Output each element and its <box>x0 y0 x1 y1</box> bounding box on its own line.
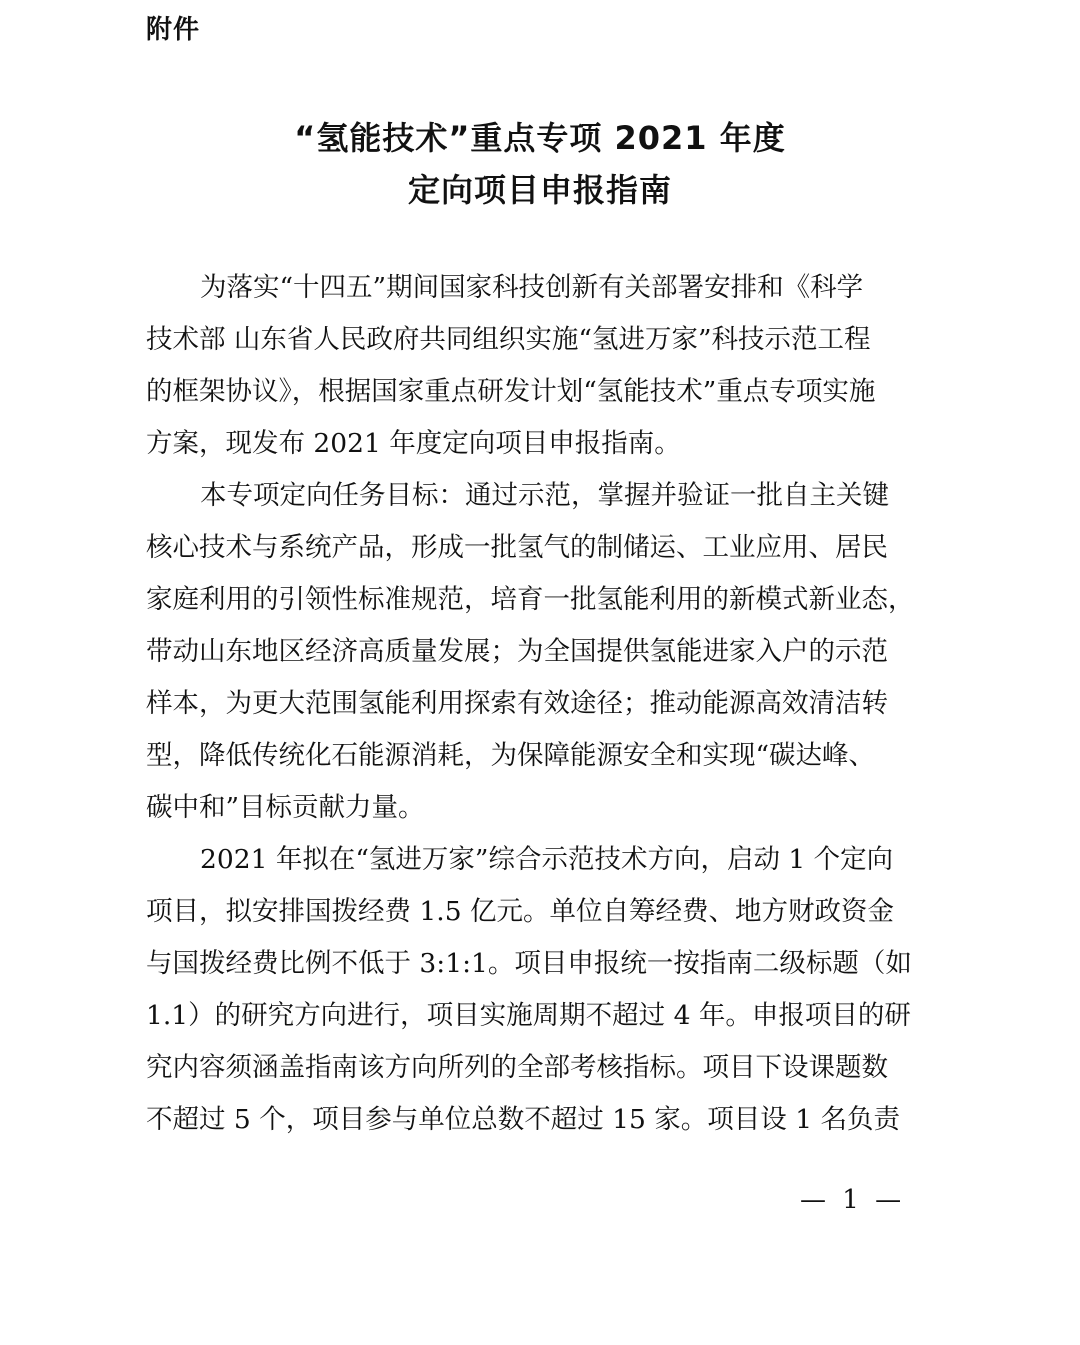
paragraph-line: 方案，现发布 2021 年度定向项目申报指南。 <box>146 428 681 459</box>
paragraph-line: 2021 年拟在“氢进万家”综合示范技术方向，启动 1 个定向 <box>200 844 894 875</box>
paragraph-line: 为落实“十四五”期间国家科技创新有关部署安排和《科学 <box>200 272 864 303</box>
paragraph-line: 本专项定向任务目标：通过示范，掌握并验证一批自主关键 <box>200 480 889 511</box>
paragraph-line: 核心技术与系统产品，形成一批氢气的制储运、工业应用、居民 <box>146 532 888 563</box>
paragraph-line: 家庭利用的引领性标准规范，培育一批氢能利用的新模式新业态， <box>146 584 915 615</box>
paragraph-line: 1.1）的研究方向进行，项目实施周期不超过 4 年。申报项目的研 <box>146 1000 911 1031</box>
paragraph-line: 碳中和”目标贡献力量。 <box>146 792 425 823</box>
paragraph-1 <box>146 262 938 470</box>
paragraph-line: 技术部 山东省人民政府共同组织实施“氢进万家”科技示范工程 <box>146 324 871 355</box>
paragraph-line: 样本，为更大范围氢能利用探索有效途径；推动能源高效清洁转 <box>146 688 888 719</box>
paragraph-line: 的框架协议》，根据国家重点研发计划“氢能技术”重点专项实施 <box>146 376 876 407</box>
paragraph-line: 型，降低传统化石能源消耗，为保障能源安全和实现“碳达峰、 <box>146 740 876 771</box>
paragraph-line: 不超过 5 个，项目参与单位总数不超过 15 家。项目设 1 名负责 <box>146 1104 900 1135</box>
document-title-line-1: “氢能技术”重点专项 2021 年度 <box>294 119 786 157</box>
paragraph-line: 项目，拟安排国拨经费 1.5 亿元。单位自筹经费、地方财政资金 <box>146 896 894 927</box>
page-number: — 1 — <box>800 1185 906 1215</box>
paragraph-line: 与国拨经费比例不低于 3:1:1。项目申报统一按指南二级标题（如 <box>146 948 912 979</box>
paragraph-line: 带动山东地区经济高质量发展；为全国提供氢能进家入户的示范 <box>146 636 888 667</box>
document-title-line-2: 定向项目申报指南 <box>407 171 672 209</box>
paragraph-2 <box>146 470 938 834</box>
paragraph-line: 究内容须涵盖指南该方向所列的全部考核指标。项目下设课题数 <box>146 1052 888 1083</box>
attachment-label: 附件 <box>146 15 201 45</box>
paragraph-3 <box>146 834 938 1146</box>
document-body <box>146 262 938 1146</box>
